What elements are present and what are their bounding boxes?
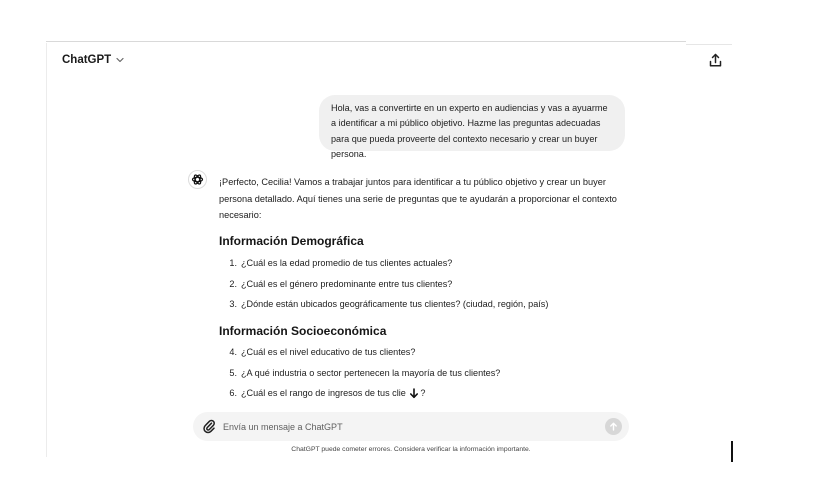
section-heading-demographic: Información Demográfica (219, 234, 364, 248)
user-message: Hola, vas a convertirte en un experto en audiencias y vas a ayuarme a identificar a mi público objetivo. Hazme las preguntas adecuadas para que pueda proveerte del contexto necesario y crear un buyer persona. (319, 95, 625, 151)
section-heading-socioeconomic: Información Socioeconómica (219, 324, 387, 338)
text-cursor (731, 441, 733, 462)
model-selector[interactable] (62, 54, 125, 66)
right-divider (686, 44, 732, 45)
list-item: 4. ¿Cuál es el nivel educativo de tus clientes? (229, 347, 416, 357)
disclaimer-text: ChatGPT puede cometer errores. Considera verificar la información importante. (291, 446, 531, 453)
chevron-down-icon (115, 55, 125, 65)
top-divider (46, 41, 686, 42)
scroll-to-bottom-button[interactable] (408, 388, 420, 400)
list-item: 6. ¿Cuál es el rango de ingresos de tus clie ? (229, 388, 426, 398)
message-composer (193, 412, 629, 441)
list-item: 1. ¿Cuál es la edad promedio de tus clientes actuales? (229, 258, 453, 268)
list-item: 5. ¿A qué industria o sector pertenecen la mayoría de tus clientes? (229, 367, 501, 378)
openai-logo-icon (191, 173, 204, 186)
share-icon[interactable] (708, 53, 723, 68)
question-list-socioeconomic (219, 344, 500, 406)
arrow-up-icon (609, 422, 618, 431)
message-input[interactable] (223, 419, 583, 434)
left-divider (46, 43, 47, 457)
assistant-message (219, 174, 624, 398)
question-list-demographic (219, 255, 548, 317)
assistant-avatar (188, 170, 207, 189)
app-title: ChatGPT (62, 54, 112, 66)
list-item: 2. ¿Cuál es el género predominante entre tus clientes? (229, 278, 453, 289)
arrow-down-icon (409, 388, 419, 399)
assistant-intro: ¡Perfecto, Cecilia! Vamos a trabajar juntos para identificar a tu público objetivo y crear un buyer persona detallado. Aquí tienes una serie de preguntas que te ayudarán a proporcionar el contexto necesario: (219, 177, 617, 220)
paperclip-icon[interactable] (202, 419, 216, 434)
send-button[interactable] (605, 418, 622, 435)
list-item: 3. ¿Dónde están ubicados geográficamente tus clientes? (ciudad, región, país) (229, 299, 549, 309)
